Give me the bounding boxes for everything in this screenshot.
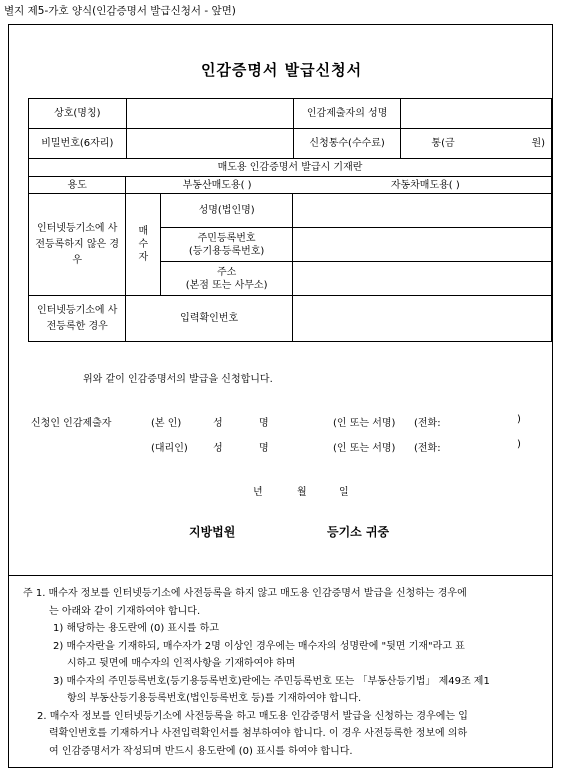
note-line: 2) 매수자란을 기재하되, 매수자가 2명 이상인 경우에는 매수자의 성명란에 "뒷면 기재"라고 표 (53, 640, 465, 652)
trade-name-label: 상호(명칭) (29, 99, 127, 129)
note-line: 1) 해당하는 용도란에 (0) 표시를 하고 (53, 623, 219, 634)
not-registered-label: 인터넷등기소에 사전등록하지 않은 경우 (29, 194, 126, 296)
self-phone[interactable]: (전화: (414, 418, 441, 429)
notes-divider (9, 575, 552, 576)
agent-label: (대리인) (151, 443, 188, 454)
buyer-name-field[interactable] (292, 194, 551, 228)
copies-field[interactable] (401, 129, 552, 159)
sale-usage-table (28, 158, 552, 342)
date-year: 년 (253, 487, 263, 498)
address-label: 주소 (본점 또는 사무소) (161, 262, 293, 296)
resident-no-label: 주민등록번호 (등기용등록번호) (161, 228, 293, 262)
agent-phone[interactable]: (전화: (414, 443, 441, 454)
note-line: 여 인감증명서가 작성되며 반드시 용도란에 (0) 표시를 하여야 합니다. (49, 745, 353, 757)
submitter-name-field[interactable] (401, 99, 552, 129)
input-no-label: 입력확인번호 (126, 296, 292, 342)
note-line: 3) 매수자의 주민등록번호(등기용등록번호)란에는 주민등록번호 또는 「부동산등기법」 제49조 제1 (53, 675, 490, 687)
note-line: 주 1. 매수자 정보를 인터넷등기소에 사전등록을 하지 않고 매도용 인감증명서 발급을 신청하는 경우에 (23, 588, 467, 599)
usage-options (126, 177, 552, 194)
note-line: 력확인번호를 기재하거나 사전입력확인서를 첨부하여야 합니다. 이 경우 사전등록한 정보에 의하 (49, 728, 468, 739)
name-label-1b: 명 (259, 418, 269, 429)
self-phone-close: ) (517, 414, 521, 425)
note-line: 2. 매수자 정보를 인터넷등기소에 사전등록을 하고 매도용 인감증명서 발급을 신청하는 경우에는 입 (37, 710, 468, 722)
self-sign: (인 또는 서명) (333, 418, 396, 429)
sale-usage-header: 매도용 인감증명서 발급시 기재란 (29, 159, 552, 177)
registry-label: 등기소 귀중 (327, 525, 390, 539)
copies-unit: 통(금 (431, 138, 455, 149)
password-field[interactable] (126, 129, 293, 159)
form-frame (8, 24, 553, 768)
agent-phone-close: ) (517, 439, 521, 450)
apply-statement: 위와 같이 인감증명서의 발급을 신청합니다. (83, 374, 273, 385)
note-line: 시하고 뒷면에 매수자의 인적사항을 기재하여야 하며 (67, 658, 296, 669)
copies-label: 신청통수(수수료) (293, 129, 401, 159)
form-caption: 별지 제5-가호 양식(인감증명서 발급신청서 - 앞면) (4, 5, 236, 17)
self-label: (본 인) (151, 418, 182, 429)
trade-name-field[interactable] (126, 99, 293, 129)
won-label: 원) (531, 138, 545, 149)
agent-sign: (인 또는 서명) (333, 443, 396, 454)
vehicle-option[interactable]: 자동차매도용( ) (390, 179, 460, 191)
notes-section (23, 585, 543, 760)
address-field[interactable] (292, 262, 551, 296)
input-no-field[interactable] (292, 296, 551, 342)
page-title: 인감증명서 발급신청서 (200, 61, 363, 79)
applicant-label: 신청인 인감제출자 (31, 418, 112, 429)
name-label-2a: 성 (213, 443, 223, 454)
submitter-name-label: 인감제출자의 성명 (293, 99, 401, 129)
applicant-table (28, 98, 552, 159)
usage-label: 용도 (29, 177, 126, 194)
name-label-1a: 성 (213, 418, 223, 429)
resident-no-field[interactable] (292, 228, 551, 262)
date-day: 일 (339, 487, 349, 498)
name-label-2b: 명 (259, 443, 269, 454)
password-label: 비밀번호(6자리) (29, 129, 127, 159)
real-estate-option[interactable]: 부동산매도용( ) (182, 179, 252, 191)
registered-label: 인터넷등기소에 사전등록한 경우 (29, 296, 126, 342)
note-line: 는 아래와 같이 기재하여야 합니다. (49, 605, 201, 617)
buyer-name-label: 성명(법인명) (161, 194, 293, 228)
buyer-label: 매 수 자 (126, 194, 161, 296)
date-month: 월 (297, 487, 307, 498)
note-line: 항의 부동산등기용등록번호(법인등록번호 등)를 기재하여야 합니다. (67, 693, 362, 704)
court-label: 지방법원 (189, 525, 236, 539)
